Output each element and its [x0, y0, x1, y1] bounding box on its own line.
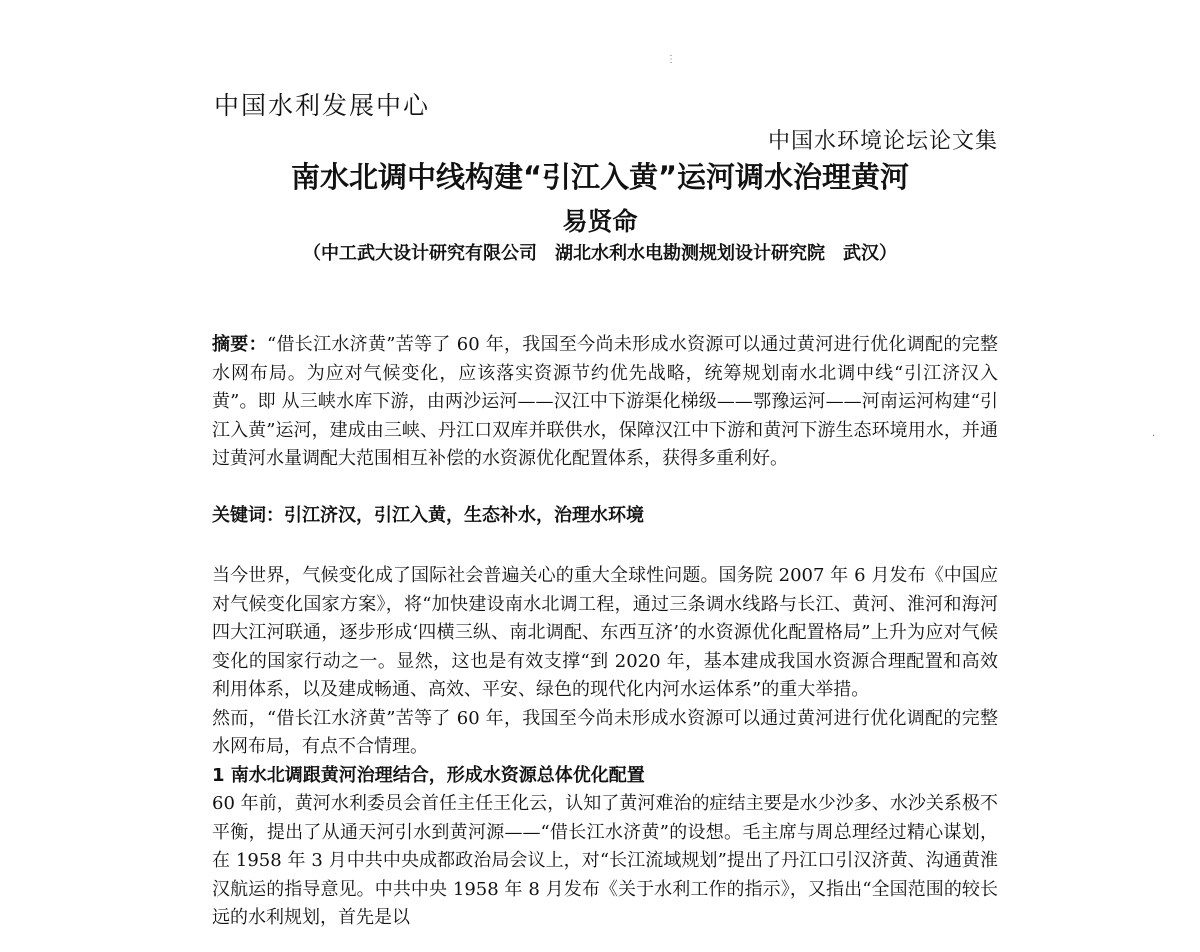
body-paragraph-2: 然而，“借长江水济黄”苦等了 60 年，我国至今尚未形成水资源可以通过黄河进行优化调配的完整水网布局，有点不合情理。	[212, 707, 998, 757]
scan-artifact-dot: ·	[1152, 431, 1156, 442]
abstract	[212, 331, 998, 474]
author-affiliation: （中工武大设计研究有限公司 湖北水利水电勘测规划设计研究院 武汉）	[303, 243, 897, 264]
keywords-label: 关键词：	[212, 505, 284, 526]
abstract-label: 摘要：	[212, 334, 267, 355]
keywords	[212, 502, 998, 531]
abstract-text: “借长江水济黄”苦等了 60 年，我国至今尚未形成水资源可以通过黄河进行优化调配的完整水网布局。为应对气候变化，应该落实资源节约优先战略，统筹规划南水北调中线“引江济汉入黄”。即 从三峡水库下游，由两沙运河——汉江中下游渠化梯级——鄂豫运河——河南运河构建“引江入黄”运河，建成由三峡、丹江口双库并联供水，保障汉江中下游和黄河下游生态环境用水，并通过黄河水量调配大范围相互补偿的水资源优化配置体系，获得多重利好。	[212, 334, 999, 469]
body-paragraph-1: 当今世界，气候变化成了国际社会普遍关心的重大全球性问题。国务院 2007 年 6 月发布《中国应对气候变化国家方案》，将“加快建设南水北调工程，通过三条调水线路与长江、黄河、淮河和海河四大江河联通，逐步形成‘四横三纵、南北调配、东西互济’的水资源优化配置格局”上升为应对气候变化的国家行动之一。显然，这也是有效支撑“到 2020 年，基本建成我国水资源合理配置和高效利用体系，以及建成畅通、高效、平安、绿色的现代化内河水运体系”的重大举措。	[212, 565, 998, 700]
keywords-text: 引江济汉，引江入黄，生态补水，治理水环境	[284, 505, 644, 526]
section-1-heading: 1 南水北调跟黄河治理结合，形成水资源总体优化配置	[212, 764, 645, 786]
scan-artifact-dots: ⋮	[666, 54, 676, 65]
body-text	[212, 562, 998, 933]
body-paragraph-3: 60 年前，黄河水利委员会首任主任王化云，认知了黄河难治的症结主要是水少沙多、水沙关系极不平衡，提出了从通天河引水到黄河源——“借长江水济黄”的设想。毛主席与周总理经过精心谋划，在 1958 年 3 月中共中央成都政治局会议上，对“长江流域规划”提出了丹江口引汉济黄、沟通黄淮汉航运的指导意见。中共中央 1958 年 8 月发布《关于水利工作的指示》，又指出“全国范围的较长远的水利规划，首先是以	[212, 793, 998, 928]
paper-title: 南水北调中线构建“引江入黄”运河调水治理黄河	[290, 160, 910, 194]
collection-header: 中国水环境论坛论文集	[767, 129, 998, 154]
organization-header: 中国水利发展中心	[214, 91, 431, 120]
paper-author: 易贤命	[562, 207, 638, 236]
